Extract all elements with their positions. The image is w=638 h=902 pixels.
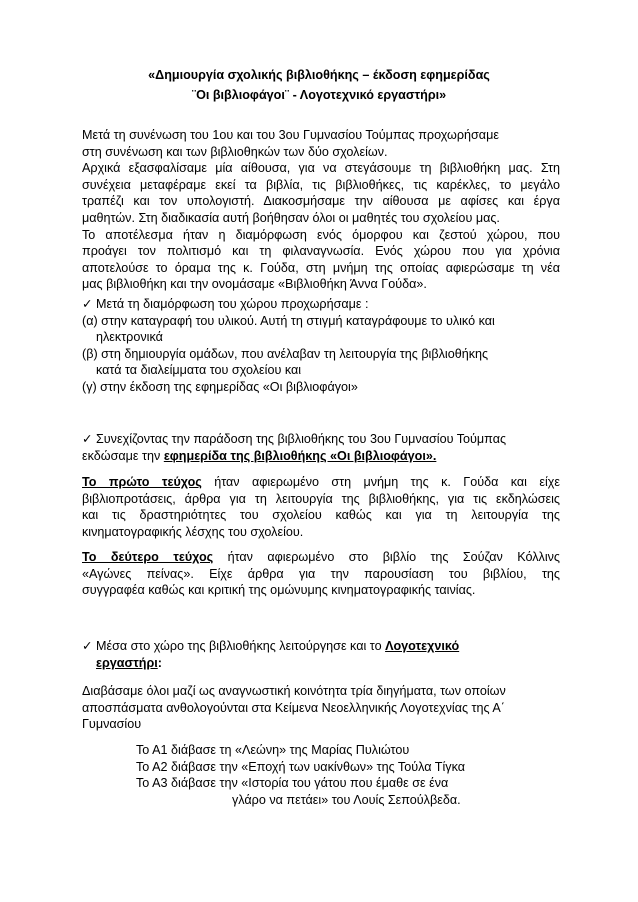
steps-list — [82, 296, 560, 396]
list-item-cont: γλάρο να πετάει» του Λουίς Σεπούλβεδα. — [232, 792, 461, 807]
text-line-rest: ήταν αφιερωμένο στο βιβλίο της Σούζαν Κόλλινς — [213, 550, 560, 564]
text-line: στη συνένωση και των βιβλιοθηκών των δύο σχολείων. — [82, 144, 388, 159]
colon: : — [157, 655, 162, 670]
text-line — [82, 655, 560, 672]
steps-lead-text: Μετά τη διαμόρφωση του χώρου προχωρήσαμε : — [96, 297, 369, 311]
steps-lead — [82, 296, 560, 313]
list-item: Το Α1 διάβασε τη «Λεώνη» της Μαρίας Πυλιώτου — [136, 743, 410, 757]
text-line: μας βιβλιοθήκη και την ονομάσαμε «Βιβλιοθήκη Άννα Γούδα». — [82, 277, 427, 292]
workshop-description — [82, 683, 560, 733]
step-a-cont: ηλεκτρονικά — [96, 330, 163, 345]
text-line: Διαβάσαμε όλοι μαζί ως αναγνωστική κοινότητα τρία διηγήματα, των οποίων — [82, 684, 506, 698]
newspaper-line-text: Συνεχίζοντας την παράδοση της βιβλιοθήκης του 3ου Γυμνασίου Τούμπας — [96, 432, 507, 446]
text-line — [82, 549, 560, 566]
workshop-link: Λογοτεχνικό — [385, 639, 460, 653]
intro-paragraph — [82, 127, 560, 293]
text-line: συνέχεια μεταφέραμε εκεί τα βιβλία, τις βιβλιοθήκες, τις καρέκλες, το μεγάλο — [82, 177, 560, 192]
step-b: (β) στη δημιουργία ομάδων, που ανέλαβαν τη λειτουργία της βιβλιοθήκης — [82, 346, 489, 361]
text-line: βιβλιοπροτάσεις, άρθρα για τη λειτουργία της βιβλιοθήκης, για τις εκδηλώσεις — [82, 491, 560, 506]
text-line: αποσπάσματα ανθολογούνται στα Κείμενα Νεοελληνικής Λογοτεχνίας της Α΄ — [82, 700, 505, 715]
newspaper-intro — [82, 431, 560, 464]
second-issue-label: Το δεύτερο τεύχος — [82, 550, 214, 564]
text-line: προάγει τον πολιτισμό και τη φιλαναγνωσία. Ενός χώρου που για χρόνια — [82, 244, 560, 259]
text-line — [82, 638, 560, 655]
text-line: «Αγώνες πείνας». Είχε άρθρα για την παρουσίαση του βιβλίου, της — [82, 566, 560, 581]
document-title-line-1: «Δημιουργία σχολικής βιβλιοθήκης – έκδοση εφημερίδας — [148, 68, 490, 82]
newspaper-title-link: εφημερίδα της βιβλιοθήκης «Οι βιβλιοφάγοι». — [163, 448, 437, 463]
text-line — [82, 448, 560, 465]
text-line — [82, 474, 560, 491]
checkmark-icon: ✓ — [82, 297, 93, 311]
text-line-rest: ήταν αφιερωμένο στη μνήμη της κ. Γούδα και είχε — [201, 475, 560, 489]
second-issue-paragraph — [82, 549, 560, 599]
first-issue-paragraph — [82, 474, 560, 540]
text-line: τραπέζι και τον υπολογιστή. Διακοσμήσαμε την αίθουσα με αφίσες και έργα — [82, 194, 560, 209]
step-c: (γ) στην έκδοση της εφημερίδας «Οι βιβλιοφάγοι» — [82, 379, 358, 394]
workshop-line-text: Μέσα στο χώρο της βιβλιοθήκης λειτούργησε και το — [96, 639, 386, 653]
workshop-link-cont: εργαστήρι — [96, 655, 158, 670]
text-line: Γυμνασίου — [82, 717, 142, 732]
workshop-heading — [82, 638, 560, 671]
newspaper-line-text: εκδώσαμε την — [82, 448, 164, 463]
text-line: Μετά τη συνένωση του 1ου και του 3ου Γυμνασίου Τούμπας προχωρήσαμε — [82, 128, 499, 142]
checkmark-icon: ✓ — [82, 432, 93, 446]
text-line: αποτελούσε το όραμα της κ. Γούδα, στη μνήμη της οποίας αφιερώσαμε τη νέα — [82, 260, 560, 275]
first-issue-label: Το πρώτο τεύχος — [82, 475, 202, 489]
text-line: μαθητών. Στη διαδικασία αυτή βοήθησαν όλοι οι μαθητές του σχολείου μας. — [82, 210, 500, 225]
step-a: (α) στην καταγραφή του υλικού. Αυτή τη στιγμή καταγράφουμε το υλικό και — [82, 313, 495, 328]
text-line: συγγραφέα καθώς και κριτική της ομώνυμης κινηματογραφικής ταινίας. — [82, 583, 476, 598]
class-readings-list — [136, 742, 465, 808]
list-item: Το Α3 διάβασε την «Ιστορία του γάτου που έμαθε σε ένα — [136, 776, 449, 791]
text-line: Το αποτέλεσμα ήταν η διαμόρφωση ενός όμορφου και ζεστού χώρου, που — [82, 227, 560, 242]
text-line: και τις δραστηριότητες του σχολείου καθώς και για τη λειτουργία της — [82, 508, 560, 523]
text-line: κινηματογραφικής λέσχης του σχολείου. — [82, 524, 304, 539]
document-title-line-2: ¨Οι βιβλιοφάγοι¨ - Λογοτεχνικό εργαστήρι» — [191, 88, 447, 102]
checkmark-icon: ✓ — [82, 639, 93, 653]
text-line — [82, 431, 560, 448]
list-item: Το Α2 διάβασε την «Εποχή των υακίνθων» της Τούλα Τίγκα — [136, 759, 465, 774]
step-b-cont: κατά τα διαλείμματα του σχολείου και — [96, 363, 302, 378]
text-line: Αρχικά εξασφαλίσαμε μία αίθουσα, για να στεγάσουμε τη βιβλιοθήκη μας. Στη — [82, 161, 560, 176]
